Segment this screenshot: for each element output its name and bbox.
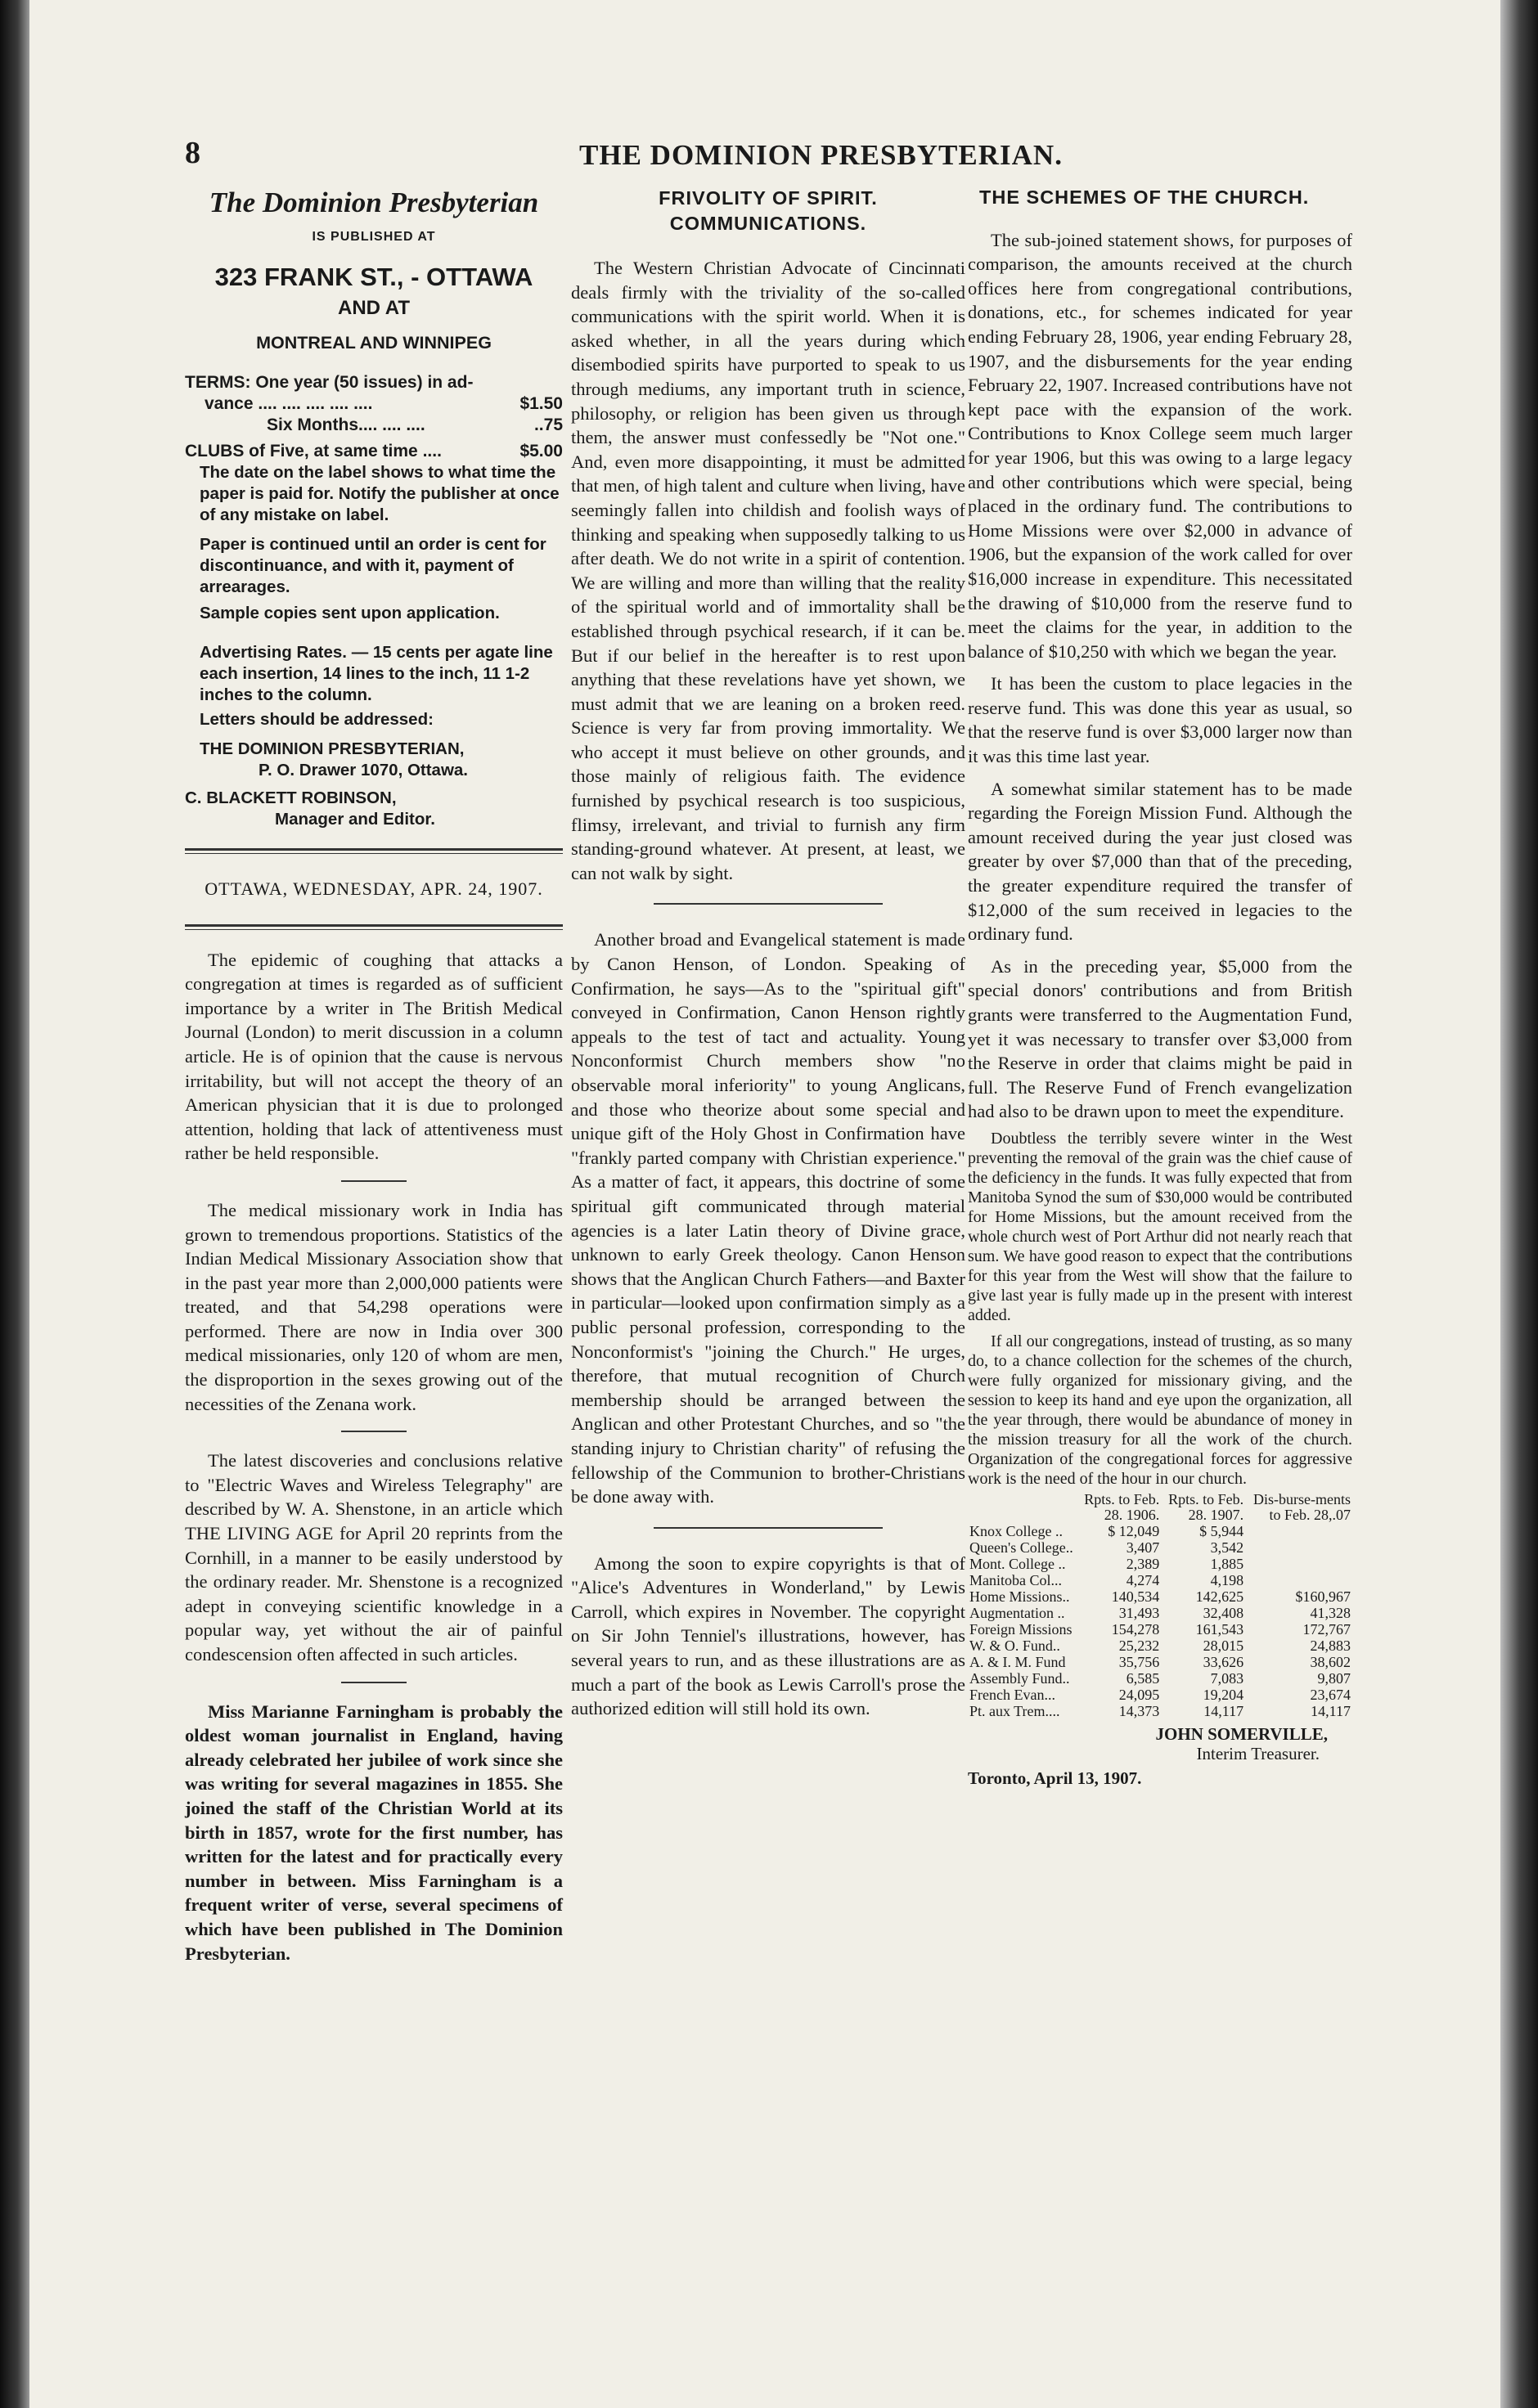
table-header-cell [968,1492,1075,1523]
signature: JOHN SOMERVILLE, [1155,1723,1328,1744]
table-row [968,1572,1352,1588]
table-cell: 1,885 [1210,1555,1244,1572]
table-cell: 161,543 [1195,1620,1244,1638]
table-cell: $160,967 [1295,1588,1351,1605]
table-cell: 33,626 [1203,1653,1244,1670]
sample-notice: Sample copies sent upon application. [200,603,500,622]
right-paragraph-5: Doubtless the terribly severe winter in the West preventing the removal of the grain was the chief cause of the deficiency in the funds. It was fully expected that from Manitoba Synod the sum of $30,000 would be contributed for Home Missions, but the amount received from the whole church west of Port Arthur did not nearly reach that sum. We have good reason to expect that the contributions for this year from the West will show that the failure to give last year is fully made up in the present with interest added. [968,1129,1352,1324]
table-row [968,1556,1352,1572]
table-row [968,1621,1352,1638]
table-header-cell: Rpts. to Feb. 28. 1906. [1084,1490,1160,1523]
letters-notice: Letters should be addressed: [200,709,434,729]
table-cell: 2,389 [1126,1555,1160,1572]
table-body [968,1523,1352,1719]
section-rule [341,1682,407,1683]
table-row [968,1638,1352,1654]
page-number: 8 [185,136,200,170]
left-paragraph-4: Miss Marianne Farningham is probably the oldest woman journalist in England, having already celebrated her jubilee of work since she was writing for several magazines in 1855. She joined the staff of the Christian World at its birth in 1857, wrote for the first number, has written for the latest and for practically every number in between. Miss Farningham is a frequent writer of verse, several specimens of which have been published in The Dominion Presbyterian. [185,1700,563,1964]
table-cell [1245,1539,1352,1556]
table-cell: 142,625 [1195,1588,1244,1605]
terms-block [185,372,563,462]
schemes-table [968,1492,1352,1719]
table-cell: 14,117 [1203,1702,1244,1719]
table-header-cell: Dis-burse-ments to Feb. 28,.07 [1253,1490,1351,1523]
table-cell: 140,534 [1111,1588,1160,1605]
table-cell: $ 5,944 [1199,1522,1244,1539]
masthead: The Dominion Presbyterian [209,186,539,218]
table-cell: 31,493 [1118,1604,1160,1621]
advertising-notice: Advertising Rates. — 15 cents per agate line each insertion, 14 lines to the inch, 11 1-2 inches to the column. [200,642,553,704]
table-cell: 24,883 [1310,1637,1351,1654]
manager-name: C. BLACKETT ROBINSON, [185,788,397,807]
table-row-label: Manitoba Col... [969,1571,1062,1588]
scan-edge-left [0,0,29,2408]
dateline: OTTAWA, WEDNESDAY, APR. 24, 1907. [205,878,543,899]
address: 323 FRANK ST., - OTTAWA [214,263,533,292]
address-box: P. O. Drawer 1070, Ottawa. [259,760,468,779]
and-at: AND AT [338,296,410,319]
table-row-label: Augmentation .. [969,1604,1065,1621]
published-at: IS PUBLISHED AT [312,229,436,244]
table-cell: 4,274 [1126,1571,1160,1588]
table-cell: 6,585 [1126,1669,1160,1687]
table-cell [1245,1572,1352,1588]
section-rule [341,1431,407,1432]
clubs: CLUBS of Five, at same time .... [185,441,442,460]
clubs-price: $5.00 [519,441,563,460]
table-cell: 4,198 [1210,1571,1244,1588]
table-cell: 25,232 [1118,1637,1160,1654]
table-cell: 172,767 [1302,1620,1351,1638]
table-row [968,1703,1352,1719]
table-cell: 24,095 [1118,1686,1160,1703]
table-row [968,1588,1352,1605]
cities: MONTREAL AND WINNIPEG [256,333,492,353]
table-row-label: Foreign Missions [969,1620,1073,1638]
left-paragraph-2: The medical missionary work in India has grown to tremendous proportions. Statistics of the Indian Medical Missionary Association show that in the past year more than 2,000,000 patients were treated, and that 54,298 operations were performed. There are now in India over 300 medical missionaries, only 120 of whom are men, the disproportion in the sexes growing out of the necessities of the Zenana work. [185,1199,563,1414]
table-header-row [968,1492,1352,1523]
table-cell: 19,204 [1203,1686,1244,1703]
table-row [968,1539,1352,1556]
table-row-label: A. & I. M. Fund [969,1653,1066,1670]
table-row-label: Assembly Fund.. [969,1669,1070,1687]
section-rule [341,1180,407,1182]
terms-price: $1.50 [519,393,563,413]
table-cell: 9,807 [1317,1669,1351,1687]
scan-edge-right [1500,0,1538,2408]
right-paragraph-2: It has been the custom to place legacies in the reserve fund. This was done this year as usual, so that the reserve fund is over $3,000 larger now than it was this time last year. [968,673,1352,767]
table-row-label: French Evan... [969,1686,1055,1703]
table-row-label: Mont. College .. [969,1555,1066,1572]
table-cell: 3,407 [1126,1539,1160,1556]
table-cell: 38,602 [1310,1653,1351,1670]
double-rule [185,848,563,854]
right-paragraph-4: As in the preceding year, $5,000 from the special donors' contributions and from British grants were transferred to the Augmentation Fund, yet it was necessary to transfer over $3,000 from the Reserve in order that claims might be paid in full. The Reserve Fund of French evangelization had also to be drawn upon to meet the expenditure. [968,955,1352,1122]
terms-cont: vance .... .... .... .... .... [205,393,373,413]
right-paragraph-3: A somewhat similar statement has to be made regarding the Foreign Mission Fund. Although the amount received during the year just closed was greater by over $7,000 than that of the preceding, the greater expenditure required the transfer of $12,000 of the sum received in legacies to the ordinary fund. [968,778,1352,945]
table-cell: 28,015 [1203,1637,1244,1654]
table-row-label: Knox College .. [969,1522,1063,1539]
label-notice: The date on the label shows to what time the paper is paid for. Notify the publisher at once of any mistake on label. [200,462,560,524]
manager-title: Manager and Editor. [275,809,435,829]
table-cell: 23,674 [1310,1686,1351,1703]
table-cell [1245,1556,1352,1572]
address-name: THE DOMINION PRESBYTERIAN, [200,739,465,758]
table-row-label: Pt. aux Trem.... [969,1702,1060,1719]
table-row [968,1654,1352,1670]
left-paragraph-1: The epidemic of coughing that attacks a congregation at times is regarded as of sufficient importance by a writer in The British Medical Journal (London) to merit discussion in a column article. He is of opinion that the cause is nervous irritability, but will not accept the theory of an American physician that it is due to prolonged attention, holding that lack of attentiveness must rather be held responsible. [185,949,563,1164]
table-cell: 35,756 [1118,1653,1160,1670]
table-cell: 14,117 [1311,1702,1351,1719]
table-row [968,1670,1352,1687]
six-months: Six Months.... .... .... [267,415,425,434]
article-headline: FRIVOLITY OF SPIRIT. COMMUNICATIONS. [659,187,878,234]
table-cell: 14,373 [1118,1702,1160,1719]
schemes-headline: THE SCHEMES OF THE CHURCH. [979,186,1310,208]
table-row [968,1687,1352,1703]
running-head: THE DOMINION PRESBYTERIAN. [579,139,1063,171]
table-cell: 3,542 [1210,1539,1244,1556]
six-months-price: ..75 [533,415,563,434]
place-date: Toronto, April 13, 1907. [968,1768,1142,1788]
table-row [968,1605,1352,1621]
middle-paragraph-3: Among the soon to expire copyrights is that of "Alice's Adventures in Wonderland," by Lewis Carroll, which expires in November. The copyright on Sir John Tenniel's illustrations, however, has several years to run, and as these illustrations are as much a part of the book as Lewis Carroll's prose the authorized edition will still hold its own. [571,1552,965,1719]
terms-label: TERMS: One year (50 issues) in ad- [185,372,474,392]
table-cell: $ 12,049 [1108,1522,1160,1539]
section-rule [654,1527,883,1529]
table-row [968,1523,1352,1539]
table-row-label: Queen's College.. [969,1539,1073,1556]
table-cell [1245,1523,1352,1539]
table-header-cell: Rpts. to Feb. 28. 1907. [1168,1490,1244,1523]
continued-notice: Paper is continued until an order is cent for discontinuance, and with it, payment of arrearages. [200,534,546,596]
table-row-label: Home Missions.. [969,1588,1070,1605]
middle-paragraph-1: The Western Christian Advocate of Cincinnati deals firmly with the triviality of the so-called communications with the spirit world. When it is asked whether, in all the years during which disembodied spirits have purported to speak to us through mediums, any important truth in science, philosophy, or religion has been given us through them, the answer must confessedly be "Not one." And, even more disappointing, it must be admitted that men, of high talent and culture when living, have seemingly fallen into childish and foolish ways of thinking and speaking when supposedly talking to us after death. We do not write in a spirit of contention. We are willing and more than willing that the reality of the spiritual world and of immortality shall be established through psychical research, if it can be. But if our belief in the hereafter is to rest upon anything that these revelations have yet shown, we must admit that we are leaning on a broken reed. Science is very far from proving immortality. We who accept it must believe on other grounds, and those mainly of religious faith. The evidence furnished by psychical research is too suspicious, flimsy, irrelevant, and trivial to furnish any firm standing-ground whatever. At present, at least, we can not walk by sight. [571,258,965,883]
right-paragraph-6: If all our congregations, instead of trusting, as so many do, to a chance collection for the schemes of the church, were fully organized for missionary giving, and the session to keep its hand and eye upon the organization, all the year through, there would be abundance of money in the mission treasury for all the work of the church. Organization of the congregational forces for aggressive work is the need of the hour in our church. [968,1332,1352,1488]
left-column [185,184,563,1965]
right-paragraph-1: The sub-joined statement shows, for purposes of comparison, the amounts received at the church offices here from congregational contributions, donations, etc., for schemes indicated for year ending February 28, 1906, year ending February 28, 1907, and the disbursements for the year ending February 22, 1907. Increased contributions have not kept pace with the expansion of the work. Contributions to Knox College seem much larger for year 1906, but this was owing to a large legacy and other contributions which were special, being placed in the ordinary fund. The contributions to Home Missions were over $2,000 in advance of 1906, but the expansion of the work called for over $16,000 increase in expenditure. This necessitated the drawing of $10,000 from the reserve fund to meet the claims for the year, in addition to the balance of $10,250 with which we began the year. [968,229,1352,662]
table-cell: 154,278 [1111,1620,1160,1638]
section-rule [654,903,883,905]
double-rule-2 [185,924,563,930]
table-row-label: W. & O. Fund.. [969,1637,1060,1654]
table-cell: 41,328 [1310,1604,1351,1621]
table-cell: 32,408 [1203,1604,1244,1621]
middle-column [571,184,965,1721]
left-paragraph-3: The latest discoveries and conclusions relative to "Electric Waves and Wireless Telegraphy" are described by W. A. Shenstone, in an article which THE LIVING AGE for April 20 reprints from the Cornhill, in a manner to be easily understood by the ordinary reader. Mr. Shenstone is a recognized adept in conveying scientific knowledge in a popular way, yet without the air of painful condescension often affected in such articles. [185,1450,563,1664]
signature-title: Interim Treasurer. [1196,1743,1320,1763]
table-cell: 7,083 [1210,1669,1244,1687]
middle-paragraph-2: Another broad and Evangelical statement is made by Canon Henson, of London. Speaking of Confirmation, he says—As to the "spiritual gift" conveyed in Confirmation, Canon Henson rightly appeals to the test of tact and actuality. Young Nonconformist Church members show "no observable moral inferiority" to young Anglicans, and those who theorize about some special and unique gift of the Holy Ghost in Confirmation have "frankly parted company with Christian experience." As a matter of fact, it appears, this doctrine of some spiritual gift communicated through material agencies is a later Latin theory of Divine grace, unknown to early Greek theology. Canon Henson shows that the Anglican Church Fathers—and Baxter in particular—looked upon confirmation simply as a public personal profession, corresponding to the Nonconformist's "joining the Church." He urges, therefore, that mutual recognition of Church membership should be arranged between the Anglican and other Protestant Churches, and so "the standing injury to Christian charity" of refusing the fellowship of the Communion to brother-Christians be done away with. [571,929,965,1507]
right-column [968,184,1352,1791]
